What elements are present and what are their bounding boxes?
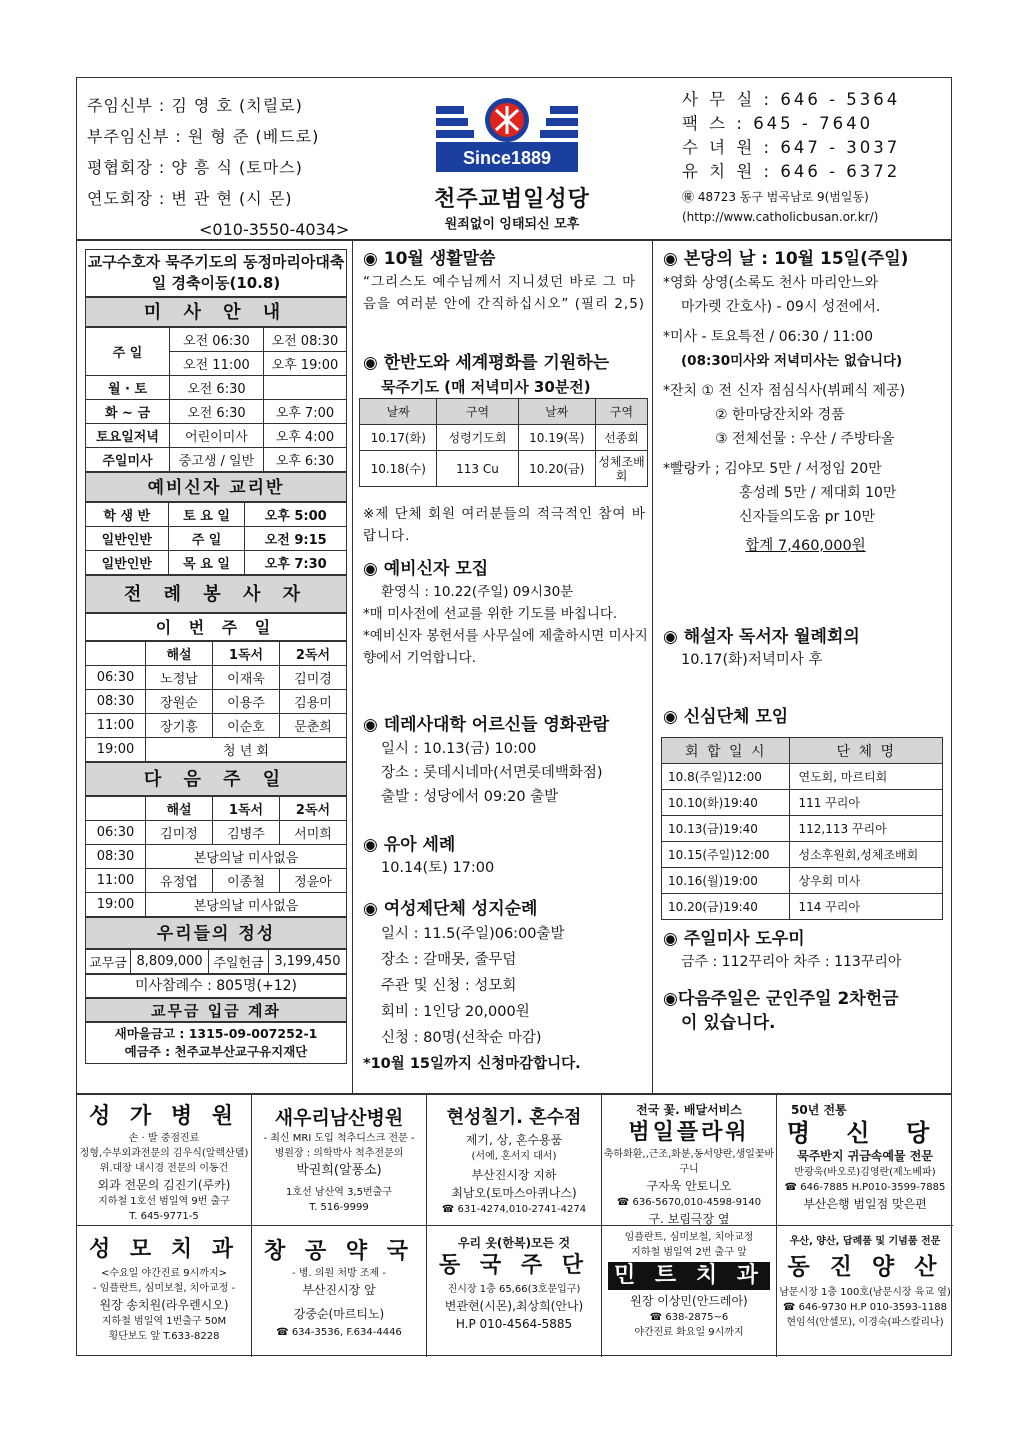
groups-table: 회 합 일 시 단 체 명 10.8(주일)12:00 연도회, 마르티회 10.10(화)19:40 111 꾸리아 10.13(금)19:40 112,113 꾸리아 10.15(주일)12:00 성소후원회,성체조배회 10.16(월)19:00 상우회 미사 10.20(금)19:40 114 꾸리아 [661, 737, 943, 920]
attendance: 미사참례수 : 805명(+12) [85, 974, 347, 998]
mass-table: 주 일 오전 06:30 오전 08:30 오전 11:00 오후 19:00 월 · 토 오전 6:30 화 ~ 금 오전 6:30 오후 7:00 토요일저녁 어린이미사 오후 4:00 주일미사 중고생 / 일반 오후 6:30 [85, 327, 347, 472]
account-info: 새마을금고 : 1315-09-007252-1 예금주 : 천주교부산교구유지재단 [85, 1022, 347, 1064]
news-column [353, 241, 653, 1095]
mass-guide-title: 미 사 안 내 [85, 297, 347, 327]
baptism-section: ◉ 유아 세례 10.14(토) 17:00 [363, 835, 495, 876]
helper-section: ◉ 주일미사 도우미 금주 : 112꾸리아 차주 : 113꾸리아 [663, 929, 902, 970]
ads-grid [76, 1094, 952, 1356]
website-link[interactable]: (http://www.catholicbusan.or.kr/) [682, 210, 879, 224]
offering-table: 교무금 8,809,000 주일헌금 3,199,450 [85, 949, 347, 974]
church-name: 천주교범일성당 [434, 186, 590, 212]
contact-row: 유 치 원 : 646 - 6372 [682, 162, 901, 181]
church-motto: 원죄없이 잉태되신 모후 [444, 217, 580, 232]
offering-title: 우리들의 정성 [85, 917, 347, 949]
next-week-title: 다 음 주 일 [85, 762, 347, 796]
rosary-table-wrap [359, 398, 648, 487]
catechumen-table: 학 생 반 토 요 일 오후 5:00 일반인반 주 일 오전 9:15 일반인반 목 요 일 오후 7:30 [85, 502, 347, 575]
bulletin-main [76, 240, 952, 1094]
church-logo [432, 96, 582, 176]
lector-section: ◉ 해설자 독서자 월례회의 10.17(화)저녁미사 후 [663, 627, 860, 668]
catechumen-title: 예비신자 교리반 [85, 472, 347, 502]
this-week-table: 해설 1독서 2독서 06:30 노정남 이재욱 김미경 08:30 장원순 이용주 김용미 11:00 장기흥 이순호 문춘희 19:00 청 년 회 [85, 641, 347, 762]
clergy-row: 연도회장 : 변 관 현 (시 몬) [87, 189, 293, 208]
pilgrimage-section: ◉ 여성제단체 성지순례 일시 : 11.5(주일)06:00출발 장소 : 갈매못, 줄무덤 주관 및 신청 : 성모회 회비 : 1인당 20,000원 신청 : 80명(선착순 마감) *10월 15일까지 신청마감합니다. [363, 899, 581, 1072]
next-sunday-section: ◉다음주일은 군인주일 2차헌금 이 있습니다. [663, 989, 899, 1033]
address: ㊝ 48723 동구 범곡남로 9(범일동) [682, 190, 869, 204]
ad-hyunseong-lacquer: 현성칠기. 혼수점 제기, 상, 혼수용품 (서예, 혼서지 대서) 부산진시장 지하 최남오(토마스아퀴나스) ☎ 631-4274,010-2741-4274 [427, 1095, 602, 1226]
rosary-table: 날짜 구역 날짜 구역 10.17(화) 성령기도회 10.19(목) 선종회 10.18(수) 113 Cu 10.20(금) 성체조배회 [359, 398, 648, 487]
ad-dongjin-umbrella: 우산, 양산, 답례품 및 기념품 전문 동 진 양 산 남문시장 1층 100호(남문시장 육교 옆) ☎ 646-9730 H.P 010-3593-1188 현임석(안셀모), 이경숙(파스칼리나) [779, 1236, 951, 1328]
president-phone: <010-3550-4034> [199, 220, 350, 239]
ad-dongguk-hanbok: 우리 옷(한복)모든 것 동 국 주 단 진시장 1층 65,66(3호문입구) 변관현(시몬),최상희(안나) H.P 010-4564-5885 [427, 1226, 602, 1357]
ad-myeongsin-jewelry: 50년 전통 명 신 당 묵주반지 귀금속예물 전문 반광욱(바오로)김영란(제노베파) ☎ 646-7885 H.P010-3599-7885 부산은행 범일점 맞은편 [777, 1095, 953, 1226]
clergy-list [87, 90, 349, 245]
clergy-row: 평협회장 : 양 흥 식 (토마스) [87, 158, 303, 177]
rosary-note: ※제 단체 회원 여러분들의 적극적인 참여 바랍니다. [363, 506, 646, 544]
ad-changgong-pharmacy: 창 공 약 국 - 병. 의원 처방 조제 - 부산진시장 앞 강중순(마르티노) ☎ 634-3536, F.634-4446 [252, 1226, 427, 1357]
clergy-row: 주임신부 : 김 영 호 (치릴로) [87, 96, 303, 115]
contact-row: 팩 스 : 645 - 7640 [682, 114, 874, 133]
bulletin-header [76, 77, 952, 240]
movie-section: ◉ 데레사대학 어르신들 영화관람 일시 : 10.13(금) 10:00 장소 : 롯데시네마(서면롯데백화점) 출발 : 성당에서 09:20 출발 [363, 715, 610, 805]
liturgy-title: 전 례 봉 사 자 [85, 575, 347, 613]
rosary-section: ◉ 한반도와 세계평화를 기원하는 묵주기도 (매 저녁미사 30분전) [363, 353, 610, 396]
ad-mint-dental: 임플란트, 심미보철, 치아교정 지하철 범일역 2번 출구 앞 민 트 치 과 원장 이상민(안드레아) ☎ 638-2875~6 야간진료 화요일 9시까지 [602, 1226, 777, 1357]
account-title: 교무금 입금 계좌 [85, 998, 347, 1022]
feast-notice: 교구수호자 묵주기도의 동정마리아대축일 경축이동(10.8) [85, 249, 347, 297]
next-week-table: 해설 1독서 2독서 06:30 김미정 김병주 서미희 08:30 본당의날 미사없음 11:00 유정엽 이종철 정윤아 19:00 본당의날 미사없음 [85, 796, 347, 917]
contact-list [682, 88, 900, 226]
this-week-title: 이 번 주 일 [85, 613, 347, 641]
contact-row: 수 녀 원 : 647 - 3037 [682, 138, 901, 157]
ad-beomil-flower: 전국 꽃. 배달서비스 범일플라워 축하화환,,근조,화분,동서양란,생일꽃바구니 구자욱 안토니오 ☎ 636-5670,010-4598-9140 구. 보림극장 옆 [602, 1095, 777, 1226]
groups-table-wrap [661, 737, 943, 920]
parish-day-section: ◉ 본당의 날 : 10월 15일(주일) *영화 상영(소록도 천사 마리안느와 마가렛 간호사) - 09시 성전에서. *미사 - 토요특전 / 06:30 / 11:00 (08:30미사와 저녁미사는 없습니다) *잔치 ① 전 신자 점심식사(뷔페식 제공) ② 한마당잔치와 경품 ③ 전체선물 : 우산 / 주방타올 *빨랑카 ; 김야모 5만 / 서정임 20만 홍성례 5만 / 제대회 10만 신자들의도움 pr 10만 합계 7,460,000원 [663, 249, 909, 554]
schedule-column [77, 241, 353, 1095]
word-section: ◉ 10월 생활말씀 “그리스도 예수님께서 지니셨던 바로 그 마음을 여러분 안에 간직하십시오” (필리 2,5) [363, 249, 646, 312]
groups-section: ◉ 신심단체 모임 [663, 707, 789, 727]
ad-seongga-hospital: 성 가 병 원 손 · 발 중점진료 정형,수부외과전문의 김우식(알렉산델) 위.대장 내시경 전문의 이동건 외과 전문의 김진기(루카) 지하철 1호선 범일역 9번 출구 T. 645-9771-5 [77, 1095, 252, 1226]
clergy-row: 부주임신부 : 원 형 준 (베드로) [87, 127, 320, 146]
recruit-section: ◉ 예비신자 모집 환영식 : 10.22(주일) 09시30분 *매 미사전에 선교를 위한 기도를 바칩니다. *예비신자 봉헌서를 사무실에 제출하시면 미사지향에서 기억합니다. [363, 559, 648, 666]
parish-day-column [653, 241, 953, 1095]
contact-row: 사 무 실 : 646 - 5364 [682, 90, 901, 109]
ad-seongmo-dental: 성 모 치 과 <수요일 야간진료 9시까지> - 임플란트, 심미보철, 치아교정 - 원장 송치원(라우렌시오) 지하철 범일역 1번출구 50M 횡단보도 앞 T.633-8228 [77, 1226, 252, 1357]
ad-saeuri-hospital: 새우리남산병원 - 최신 MRI 도입 척추디스크 전문 - 병원장 : 의학박사 척추전문의 박권희(알퐁소) 1호선 남산역 3,5번출구 T. 516-9999 [252, 1095, 427, 1226]
svg-text:Since1889: Since1889 [462, 148, 552, 168]
